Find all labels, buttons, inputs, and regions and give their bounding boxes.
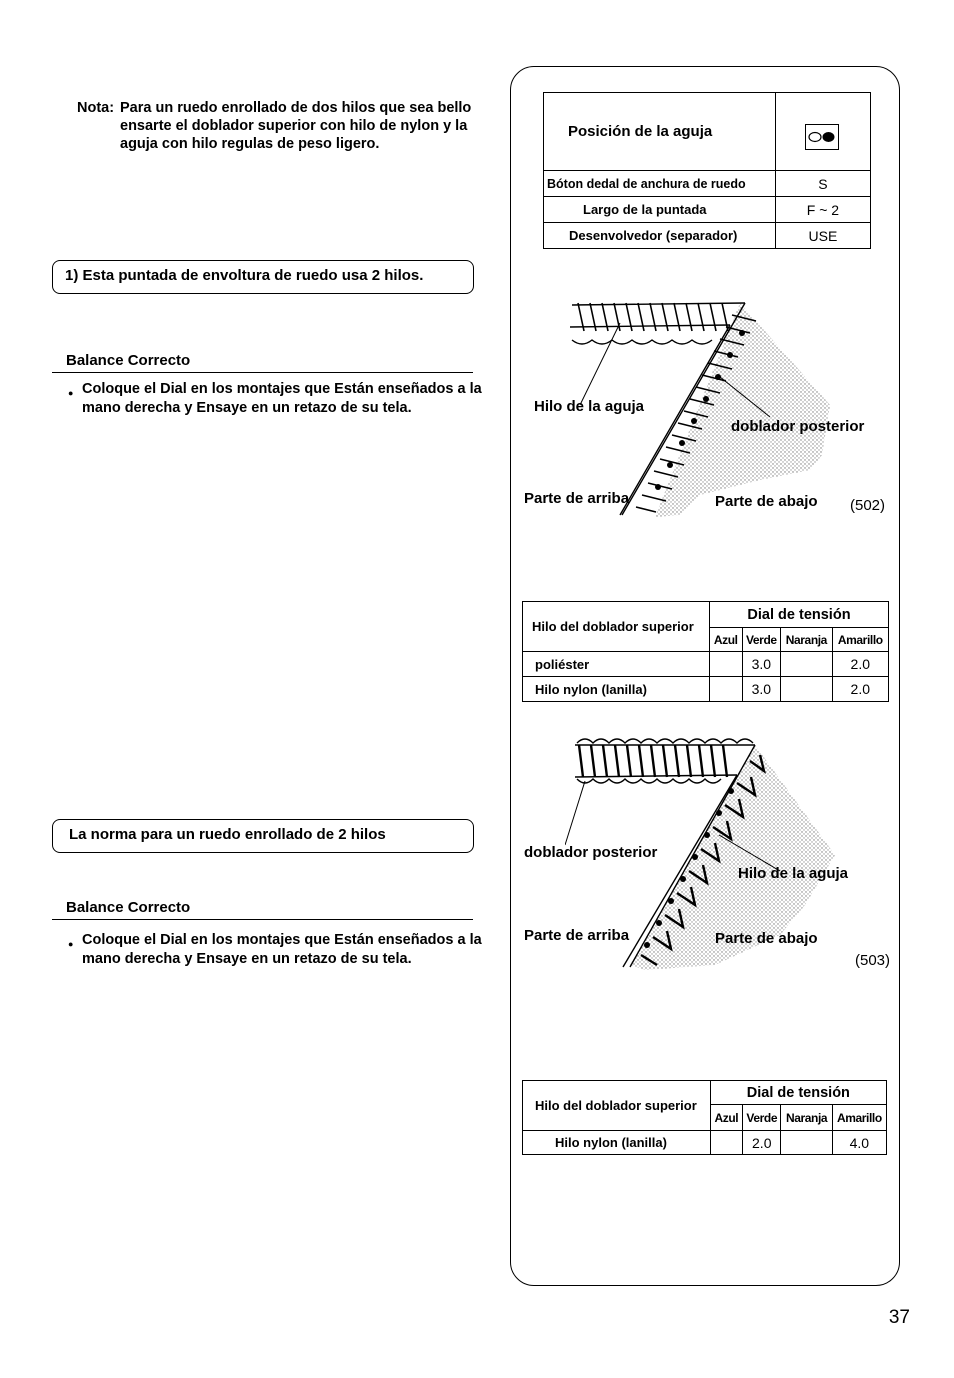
column-header: Verde bbox=[743, 1105, 781, 1131]
settings-row-label: Desenvolvedor (separador) bbox=[544, 223, 776, 249]
section1-bullet bbox=[68, 380, 498, 420]
column-header: Naranja bbox=[781, 1105, 832, 1131]
table-row-thread: Hilo nylon (lanilla) bbox=[523, 1131, 711, 1155]
section2-subheading bbox=[52, 899, 473, 920]
table-cell bbox=[781, 677, 832, 702]
thread-header: Hilo del doblador superior bbox=[523, 1081, 711, 1131]
settings-row-value: USE bbox=[775, 223, 870, 249]
fig503-caption: (503) bbox=[855, 952, 891, 969]
dial-header: Dial de tensión bbox=[710, 1081, 886, 1105]
settings-row-value: S bbox=[775, 171, 870, 197]
table-row-thread: poliéster bbox=[523, 652, 710, 677]
fig503-upper-looper-label: doblador posterior bbox=[524, 844, 658, 861]
section2-bullet bbox=[68, 931, 498, 971]
section1-bullet-line-1: Coloque el Dial en los montajes que Están enseñados a la bbox=[82, 381, 482, 397]
section1-heading: 1) Esta puntada de envoltura de ruedo usa 2 hilos. bbox=[65, 267, 424, 284]
table-cell: 3.0 bbox=[742, 677, 781, 702]
section2-subheading-text: Balance Correcto bbox=[66, 899, 191, 916]
table-cell: 4.0 bbox=[832, 1131, 886, 1155]
table-cell bbox=[710, 1131, 742, 1155]
column-header: Azul bbox=[710, 1105, 742, 1131]
section2-bullet-line-2: mano derecha y Ensaye en un retazo de su tela. bbox=[82, 951, 412, 967]
note-line-1: Para un ruedo enrollado de dos hilos que sea bello bbox=[120, 100, 472, 116]
column-header: Naranja bbox=[781, 628, 832, 652]
table-cell bbox=[781, 652, 832, 677]
tension-table-2 bbox=[522, 1080, 887, 1155]
dial-header: Dial de tensión bbox=[710, 602, 889, 628]
thread-header: Hilo del doblador superior bbox=[523, 602, 710, 652]
section1-heading-box bbox=[52, 260, 474, 294]
bullet-icon: ● bbox=[68, 388, 74, 398]
table-cell: 3.0 bbox=[742, 652, 781, 677]
fig502-bottom-label: Parte de abajo bbox=[715, 493, 818, 510]
bullet-icon: ● bbox=[68, 939, 74, 949]
settings-table bbox=[543, 92, 871, 249]
section2-heading: La norma para un ruedo enrollado de 2 hilos bbox=[69, 826, 386, 843]
page-number: 37 bbox=[888, 1307, 910, 1328]
section2-heading-box bbox=[52, 819, 474, 853]
table-cell bbox=[781, 1131, 832, 1155]
fig502-needle-thread-label: Hilo de la aguja bbox=[534, 398, 645, 415]
note-label: Nota: bbox=[77, 100, 115, 116]
needle-position-label: Posición de la aguja bbox=[544, 93, 776, 171]
fig502-upper-looper-label: doblador posterior bbox=[731, 418, 865, 435]
note-line-2: ensarte el doblador superior con hilo de nylon y la bbox=[120, 118, 468, 134]
needle-position-cell bbox=[775, 93, 870, 171]
table-cell: 2.0 bbox=[832, 677, 888, 702]
section1-subheading bbox=[52, 352, 473, 373]
column-header: Amarillo bbox=[832, 628, 888, 652]
note-block bbox=[77, 99, 497, 159]
table-cell: 2.0 bbox=[743, 1131, 781, 1155]
fig503-needle-thread-label: Hilo de la aguja bbox=[738, 865, 849, 882]
section1-bullet-line-2: mano derecha y Ensaye en un retazo de su tela. bbox=[82, 400, 412, 416]
fig502-top-label: Parte de arriba bbox=[524, 490, 630, 507]
column-header: Verde bbox=[742, 628, 781, 652]
section2-bullet-line-1: Coloque el Dial en los montajes que Están enseñados a la bbox=[82, 932, 482, 948]
tension-table-1 bbox=[522, 601, 889, 702]
table-row-thread: Hilo nylon (lanilla) bbox=[523, 677, 710, 702]
fig503-bottom-label: Parte de abajo bbox=[715, 930, 818, 947]
table-cell bbox=[710, 652, 743, 677]
needle-position-icon bbox=[805, 124, 839, 150]
fig503-top-label: Parte de arriba bbox=[524, 927, 630, 944]
settings-row-label: Bóton dedal de anchura de ruedo bbox=[544, 171, 776, 197]
table-cell bbox=[710, 677, 743, 702]
settings-row-value: F ~ 2 bbox=[775, 197, 870, 223]
fig502-caption: (502) bbox=[850, 497, 886, 514]
section1-subheading-text: Balance Correcto bbox=[66, 352, 191, 369]
note-line-3: aguja con hilo regulas de peso ligero. bbox=[120, 136, 380, 152]
table-cell: 2.0 bbox=[832, 652, 888, 677]
settings-row-label: Largo de la puntada bbox=[544, 197, 776, 223]
column-header: Amarillo bbox=[832, 1105, 886, 1131]
column-header: Azul bbox=[710, 628, 743, 652]
